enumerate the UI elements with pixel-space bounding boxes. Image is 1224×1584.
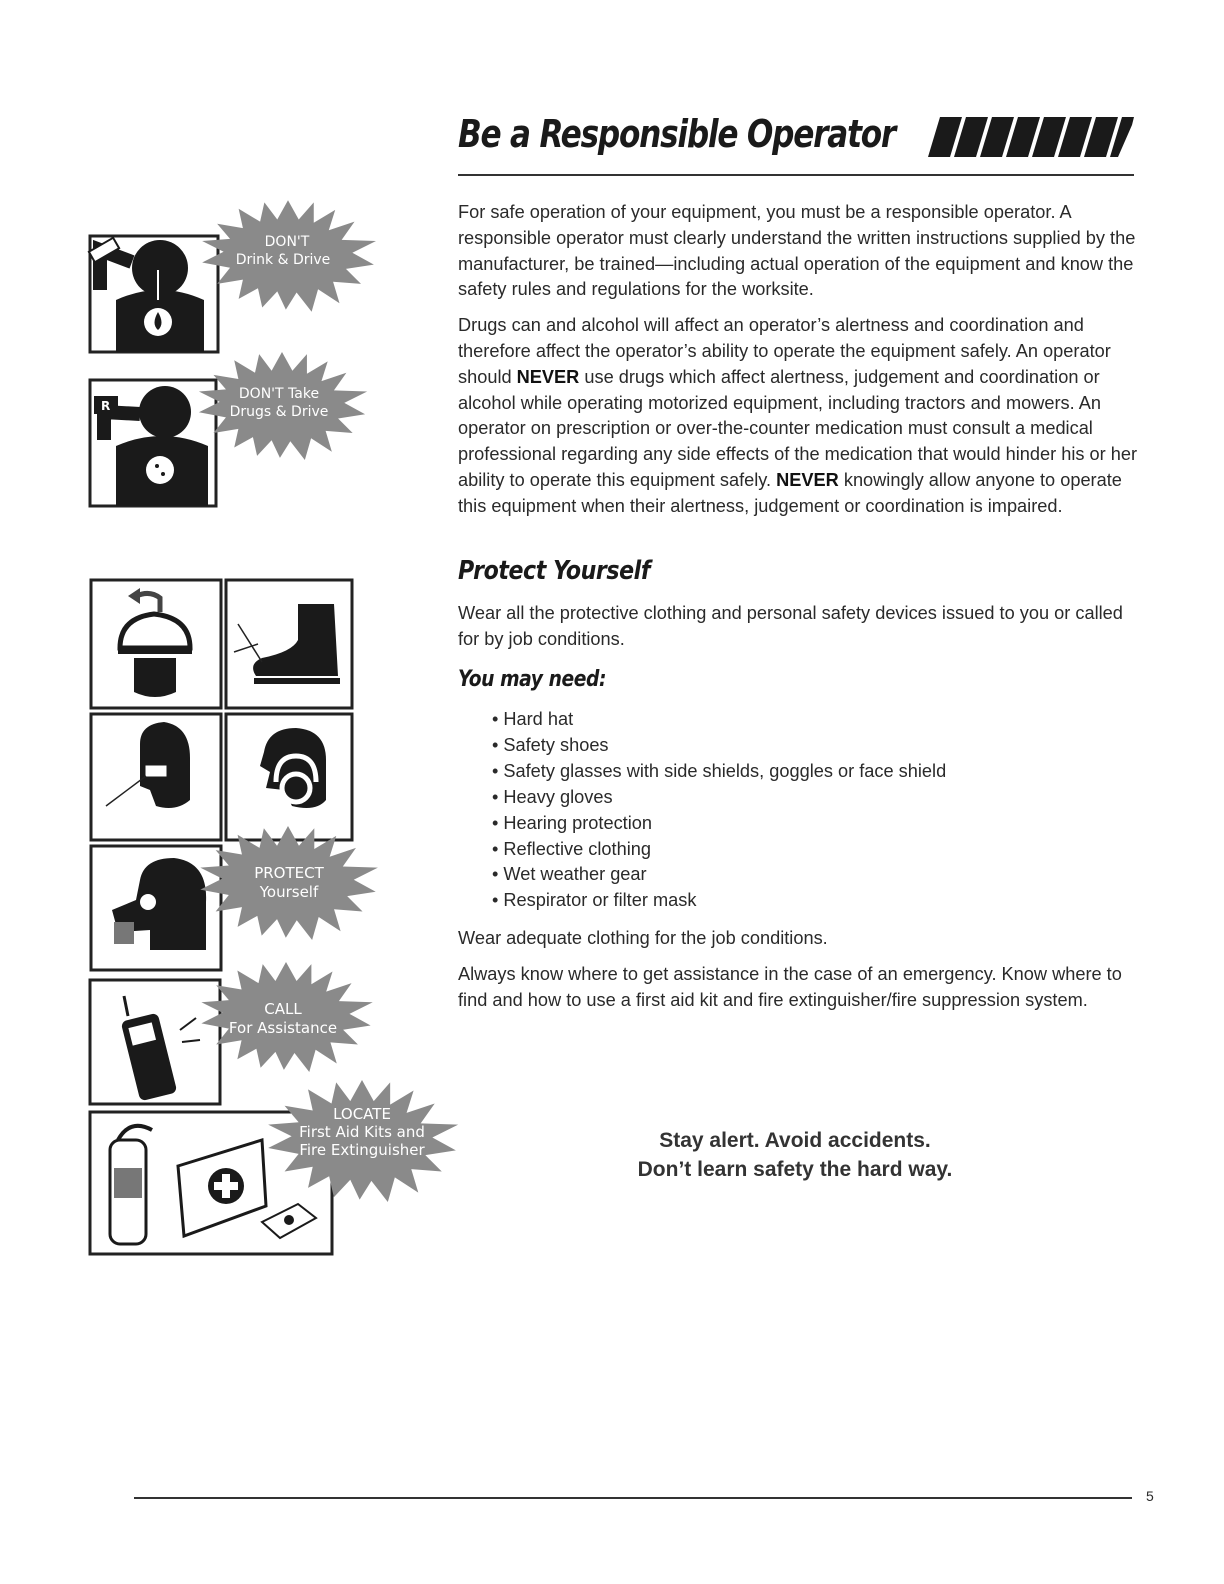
page-number: 5 bbox=[1146, 1488, 1154, 1504]
list-item: • Safety glasses with side shields, goggles or face shield bbox=[492, 759, 946, 785]
burst-label-drink-sub: Drink & Drive bbox=[235, 252, 331, 268]
list-item: • Wet weather gear bbox=[492, 862, 946, 888]
burst-label-drugs-title: DON'T Take bbox=[238, 386, 320, 402]
list-item: • Reflective clothing bbox=[492, 837, 946, 863]
title-rule bbox=[458, 174, 1134, 176]
emergency-paragraph: Always know where to get assistance in the case of an emergency. Know where to find and how to use a first aid kit and fire extinguisher/fire suppression system. bbox=[458, 963, 1122, 1010]
closing-slogan: Stay alert. Avoid accidents. Don’t learn safety the hard way. bbox=[637, 1129, 953, 1181]
after-list-section bbox=[458, 926, 1138, 1023]
burst-label-protect-title: PROTECT bbox=[254, 864, 324, 882]
ppe-list bbox=[492, 707, 946, 914]
drugs-and-drive-panel bbox=[90, 380, 216, 506]
safety-shoe-icon bbox=[226, 580, 352, 708]
list-item: • Respirator or filter mask bbox=[492, 888, 946, 914]
burst-label-drugs-sub: Drugs & Drive bbox=[229, 404, 329, 420]
drink-and-drive-panel bbox=[89, 236, 218, 352]
list-item: • Hard hat bbox=[492, 707, 946, 733]
safety-illustrations bbox=[0, 0, 460, 1270]
you-may-need-heading: You may need: bbox=[458, 667, 607, 692]
intro-section bbox=[458, 200, 1138, 530]
intro-paragraph: For safe operation of your equipment, you must be a responsible operator. A responsible operator must clearly understand the written instructions supplied by the manufacturer, be trained—including actual operation of the equipment and know the safety rules and regulations for the worksite. bbox=[458, 202, 1136, 300]
hard-hat-icon bbox=[91, 580, 221, 708]
protect-text: Wear all the protective clothing and personal safety devices issued to you or called for by job conditions. bbox=[458, 603, 1123, 649]
footer-rule bbox=[134, 1497, 1132, 1499]
burst-label-locate-title: LOCATE bbox=[333, 1105, 391, 1123]
burst-label-call-sub: For Assistance bbox=[228, 1019, 338, 1037]
hearing-protection-icon bbox=[226, 714, 352, 840]
cell-phone-icon bbox=[90, 980, 220, 1104]
list-item: • Safety shoes bbox=[492, 733, 946, 759]
title-decoration-bars bbox=[928, 117, 1134, 157]
respirator-face-shield-icon bbox=[91, 846, 221, 970]
safety-glasses-icon bbox=[91, 714, 221, 840]
emphasis-never: NEVER bbox=[516, 366, 580, 387]
burst-label-protect-sub: Yourself bbox=[259, 883, 319, 901]
burst-label-locate-line2: First Aid Kits and bbox=[299, 1123, 425, 1141]
list-item: • Heavy gloves bbox=[492, 785, 946, 811]
clothing-paragraph: Wear adequate clothing for the job conditions. bbox=[458, 928, 828, 948]
emphasis-never: NEVER bbox=[776, 469, 839, 490]
page-title: Be a Responsible Operator bbox=[458, 112, 896, 156]
burst-label-locate-line3: Fire Extinguisher bbox=[299, 1141, 425, 1159]
burst-label-drink-title: DON'T bbox=[264, 234, 310, 250]
protect-yourself-heading: Protect Yourself bbox=[458, 556, 651, 586]
burst-label-call-title: CALL bbox=[264, 1000, 302, 1018]
rx-symbol: R bbox=[101, 399, 111, 413]
list-item: • Hearing protection bbox=[492, 811, 946, 837]
drugs-paragraph: Drugs can and alcohol will affect an operator’s alertness and coordination and therefore affect the operator’s ability to operate the equipment safely. An operator should NEVER use drugs which affect alertness, judgement and coordination or alcohol while operating motorized equipment, including tractors and mowers. An operator on prescription or over-the-counter medication must consult a medical professional regarding any side effects of the medication that would hinder his or her ability to operate this equipment safely. NEVER knowingly allow anyone to operate this equipment when their alertness, judgement or coordination is impaired. bbox=[458, 315, 1138, 516]
